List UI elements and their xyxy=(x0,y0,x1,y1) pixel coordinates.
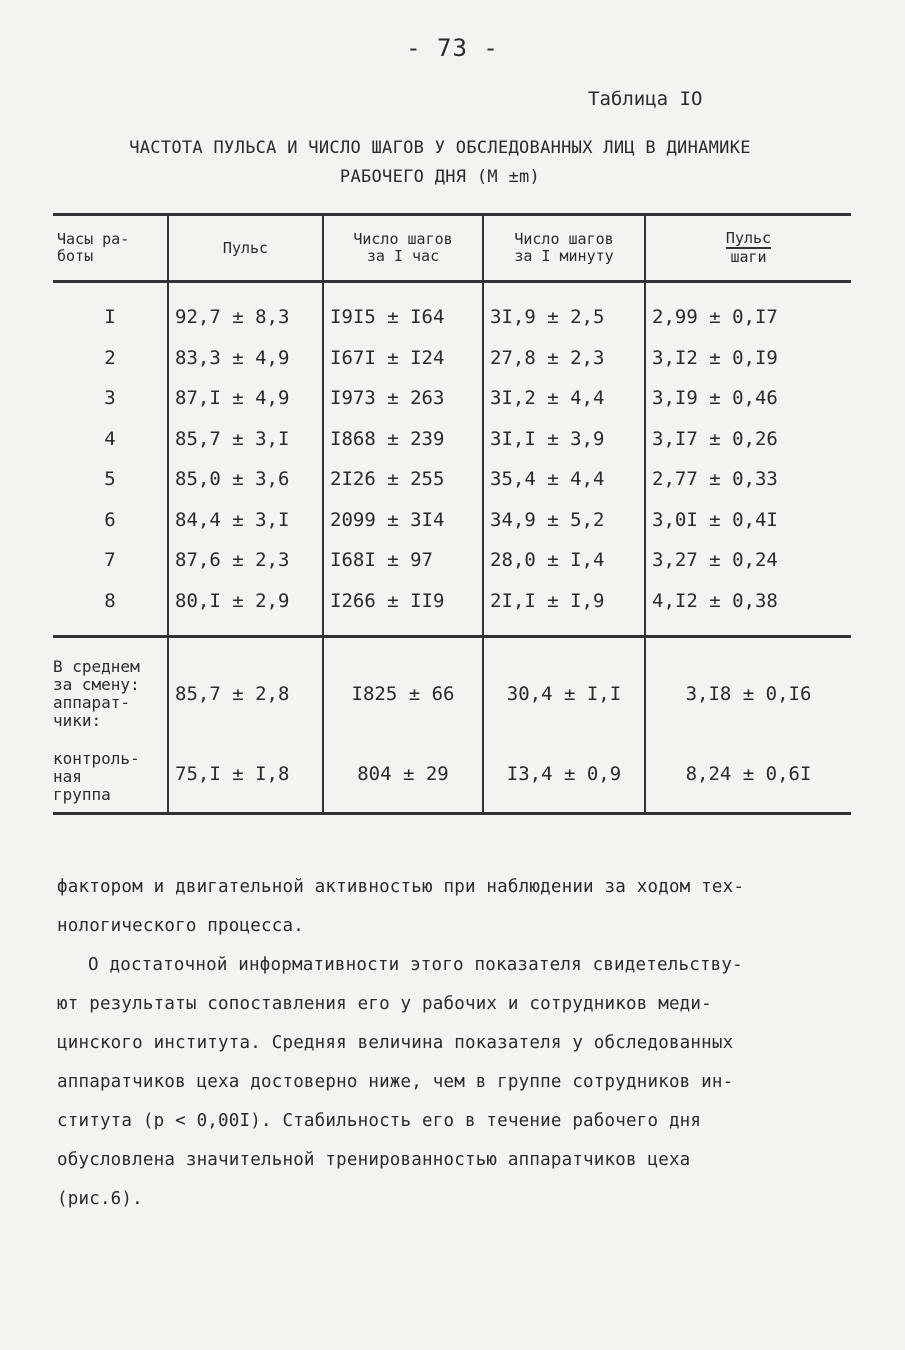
cell-steps-min: 30,4 ± I,I xyxy=(483,637,645,737)
summary-row-operators xyxy=(53,637,851,737)
cell-ratio: 3,I2 ± 0,I9 xyxy=(645,338,851,379)
table-label: Таблица IO xyxy=(588,88,703,110)
cell-ratio: 3,27 ± 0,24 xyxy=(645,540,851,581)
body-line: ститута (р < 0,00I). Стабильность его в течение рабочего дня xyxy=(57,1111,702,1131)
cell-steps-min: 27,8 ± 2,3 xyxy=(483,338,645,379)
cell-steps-hour: 2099 ± 3I4 xyxy=(323,500,483,541)
cell-hour: 6 xyxy=(104,508,116,531)
cell-ratio: 3,I9 ± 0,46 xyxy=(645,378,851,419)
cell-hour: 2 xyxy=(104,346,116,369)
body-line: цинского института. Средняя величина показателя у обследованных xyxy=(57,1033,734,1053)
header-pulse: Пульс xyxy=(168,215,323,282)
data-table xyxy=(53,213,851,815)
page-number: - 73 - xyxy=(406,34,499,62)
cell-pulse: 85,7 ± 2,8 xyxy=(168,637,323,737)
header-hours: Часы ра- боты xyxy=(57,230,130,265)
cell-hour: 7 xyxy=(104,549,116,572)
summary-row-control xyxy=(53,736,851,814)
body-line: О достаточной информативности этого показателя свидетельству- xyxy=(88,955,743,975)
table-row xyxy=(53,282,851,338)
cell-steps-min: 3I,I ± 3,9 xyxy=(483,419,645,460)
cell-ratio: 8,24 ± 0,6I xyxy=(645,736,851,814)
cell-steps-min: 2I,I ± I,9 xyxy=(483,581,645,637)
cell-hour: 5 xyxy=(104,468,116,491)
header-pulse-steps-ratio xyxy=(645,215,851,282)
table-row xyxy=(53,459,851,500)
cell-ratio: 2,77 ± 0,33 xyxy=(645,459,851,500)
cell-ratio: 3,I7 ± 0,26 xyxy=(645,419,851,460)
cell-steps-hour: 804 ± 29 xyxy=(323,736,483,814)
summary-label: контроль- ная группа xyxy=(53,749,140,804)
cell-hour: 4 xyxy=(104,427,116,450)
cell-steps-hour: 2I26 ± 255 xyxy=(323,459,483,500)
cell-steps-min: I3,4 ± 0,9 xyxy=(483,736,645,814)
table-title xyxy=(40,134,840,192)
ratio-fraction xyxy=(726,230,771,266)
cell-pulse: 92,7 ± 8,3 xyxy=(168,282,323,338)
cell-pulse: 75,I ± I,8 xyxy=(168,736,323,814)
body-line: (рис.6). xyxy=(57,1189,143,1209)
cell-ratio: 4,I2 ± 0,38 xyxy=(645,581,851,637)
table-row xyxy=(53,500,851,541)
cell-pulse: 83,3 ± 4,9 xyxy=(168,338,323,379)
body-line: обусловлена значительной тренированностью аппаратчиков цеха xyxy=(57,1150,691,1170)
header-steps-per-hour: Число шагов за I час xyxy=(323,215,483,282)
ratio-denominator: шаги xyxy=(730,248,767,266)
cell-hour: 3 xyxy=(104,387,116,410)
cell-pulse: 87,I ± 4,9 xyxy=(168,378,323,419)
cell-steps-hour: I67I ± I24 xyxy=(323,338,483,379)
cell-hour: I xyxy=(104,306,116,329)
summary-label: В среднем за смену: аппарат- чики: xyxy=(53,657,140,730)
cell-pulse: 85,0 ± 3,6 xyxy=(168,459,323,500)
table-row xyxy=(53,540,851,581)
table-title-line-2: РАБОЧЕГО ДНЯ (М ±m) xyxy=(339,167,541,187)
cell-steps-min: 34,9 ± 5,2 xyxy=(483,500,645,541)
cell-steps-hour: I68I ± 97 xyxy=(323,540,483,581)
cell-steps-hour: I825 ± 66 xyxy=(323,637,483,737)
body-line: нологического процесса. xyxy=(57,916,304,936)
body-line: аппаратчиков цеха достоверно ниже, чем в группе сотрудников ин- xyxy=(57,1072,734,1092)
cell-steps-hour: I973 ± 263 xyxy=(323,378,483,419)
table-row xyxy=(53,338,851,379)
cell-pulse: 87,6 ± 2,3 xyxy=(168,540,323,581)
cell-steps-hour: I868 ± 239 xyxy=(323,419,483,460)
body-text xyxy=(57,868,837,1219)
table-title-line-1: ЧАСТОТА ПУЛЬСА И ЧИСЛО ШАГОВ У ОБСЛЕДОВАННЫХ ЛИЦ В ДИНАМИКЕ xyxy=(129,138,751,158)
cell-pulse: 84,4 ± 3,I xyxy=(168,500,323,541)
ratio-numerator: Пульс xyxy=(725,229,772,247)
cell-hour: 8 xyxy=(104,589,116,612)
cell-steps-min: 28,0 ± I,4 xyxy=(483,540,645,581)
header-steps-per-minute: Число шагов за I минуту xyxy=(483,215,645,282)
cell-pulse: 85,7 ± 3,I xyxy=(168,419,323,460)
cell-pulse: 80,I ± 2,9 xyxy=(168,581,323,637)
cell-steps-hour: I266 ± II9 xyxy=(323,581,483,637)
table-header-row xyxy=(53,215,851,282)
cell-ratio: 3,0I ± 0,4I xyxy=(645,500,851,541)
cell-ratio: 3,I8 ± 0,I6 xyxy=(645,637,851,737)
cell-steps-min: 3I,9 ± 2,5 xyxy=(483,282,645,338)
table-row xyxy=(53,581,851,637)
body-line: ют результаты сопоставления его у рабочих и сотрудников меди- xyxy=(57,994,712,1014)
table-row xyxy=(53,378,851,419)
table-row xyxy=(53,419,851,460)
body-line: фактором и двигательной активностью при наблюдении за ходом тех- xyxy=(57,877,745,897)
cell-steps-min: 3I,2 ± 4,4 xyxy=(483,378,645,419)
cell-steps-hour: I9I5 ± I64 xyxy=(323,282,483,338)
cell-steps-min: 35,4 ± 4,4 xyxy=(483,459,645,500)
cell-ratio: 2,99 ± 0,I7 xyxy=(645,282,851,338)
